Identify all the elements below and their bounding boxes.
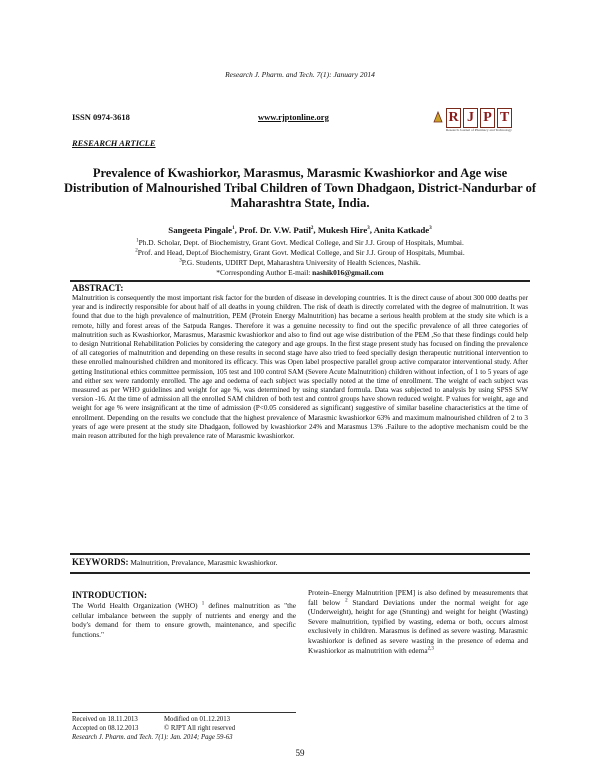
author-name: Anita Katkade [373, 225, 430, 235]
citation-sup: 2,3 [427, 646, 434, 652]
affiliation-sup: 2 [135, 248, 138, 254]
corresponding-author [60, 268, 540, 277]
issn: ISSN 0974-3618 [72, 112, 130, 122]
intro-right-text-a: Protein–Energy Malnutrition [PEM] is also defined by measurements that fall below [308, 588, 528, 607]
author-list: Sangeeta Pingale$^1$, Prof. Dr. V.W. Patil$^2$, Mukesh Hire$^3$, Anita Katkade$^3$ [168, 225, 432, 235]
article-type: RESEARCH ARTICLE [72, 138, 156, 148]
logo-letter-t: T [497, 108, 512, 128]
affiliation [60, 258, 540, 267]
citation-sup: 1 [201, 601, 205, 607]
affiliation [60, 238, 540, 247]
logo-subtitle: Research Journal of Pharmacy and Technology [446, 128, 512, 132]
logo-letter-p: P [480, 108, 495, 128]
received-date: Received on 18.11.2013 [72, 716, 138, 723]
author-name: Sangeeta Pingale [168, 225, 233, 235]
author-name: Mukesh Hire [317, 225, 368, 235]
logo-letter-r: R [446, 108, 461, 128]
footer-citation: Research J. Pharm. and Tech. 7(1): Jan. 2014; Page 59-63 [72, 734, 233, 741]
introduction-right-column [308, 588, 528, 655]
logo-letter-j: J [463, 108, 478, 128]
keywords-text: Malnutrition, Prevalance, Marasmic kwashiorkor. [128, 558, 278, 567]
intro-left-text-b: defines malnutrition as "the cellular imbalance between the supply of nutrients and energy and the body's demand for them to ensure growth, maintenance, and specific functions." [72, 601, 296, 639]
keywords [72, 557, 528, 567]
modified-date: Modified on 01.12.2013 [164, 716, 231, 723]
journal-header: Research J. Pharm. and Tech. 7(1): January 2014 [225, 70, 375, 79]
keywords-label: KEYWORDS: [72, 557, 129, 567]
author-sup: 3 [367, 226, 370, 232]
affiliation-sup: 1 [136, 238, 139, 244]
article-title: Prevalence of Kwashiorkor, Marasmus, Marasmic Kwashiorkor and Age wise Distribution of Malnourished Tribal Children of Town Dhadgaon, District-Nandurbar of Maharashtra State, India. [63, 166, 537, 210]
affiliation-text: P.G. Students, UDIRT Dept, Maharashtra University of Health Sciences, Nashik. [181, 258, 421, 267]
footer-dates-row-1 [72, 716, 230, 724]
introduction-left-column [72, 601, 296, 639]
abstract-top-rule [70, 280, 530, 282]
abstract-text: Malnutrition is consequently the most important risk factor for the burden of disease in developing countries. It is the direct cause of about 300 000 deaths per year and is indirectly responsible for about half of all deaths in young children. The risk of death is directly correlated with the degree of malnutrition. It was found that due to the high prevalence of malnutrition, PEM (Protein Energy Malnutrition) has became a serious health problem at the study site which is a remote, hilly and forest areas of the Satpuda Ranges. Therefore it was a genuine necessity to find out the specific prevalence of all three categories of malnutrition such as Kwashiorkor, Marasmus, Marasmic kwashiorkor and also to find out age wise distribution of the PEM ,So that these findings could help to design Nutritional Rehabilitation Policies by considering the category and age groups. In the first stage present study has focused on finding the prevalence of all categories of malnutrition and depending on these results in second stage have also tried to feed specially design therapeutic nutritional intervention to these enrolled malnourished children and monitored its efficacy. This was Open label prospective parallel group active comparator interventional study. After getting Institutional ethics committee permission, 105 test and 100 control SAM (Severe Acute Malnutrition) children without infection, of 1 to 5 years of age and either sex were randomly enrolled. The age and oedema of each subject was specially noted at the time of enrollment. The weight of each subject was measured as per WHO guidelines and weight for age %, was determined by using standard formula. Data was subjected to analysis by using SPSS S/W version -16. At the time of admission all the enrolled SAM children of both test and control groups have shown reduced weight. P values for weight, age and weight for age % were insignificant at the time of admission (P<0.05 considered as significant) suggestive of similar baseline characteristics at the time of enrollment. Depending on the results we conclude that the highest prevalence of Marasmic kwashiorkor 63% and maximum malnourished children of 2 to 3 years of age were present at the study site Dhadgaon, followed by kwashiorkor 24% and Marasmus 13% .Failure to the adoptive mechanism could be the main reason attributed for the high prevalence rate of Marasmic kwashiorkor. [72, 294, 528, 441]
footer-rule [72, 712, 296, 713]
author-sup: 3 [429, 226, 432, 232]
rjpt-logo [432, 106, 518, 134]
page-number: 59 [295, 748, 305, 758]
corresponding-email[interactable]: nashik016@gmail.com [312, 268, 384, 277]
author-sup: 2 [310, 226, 314, 232]
intro-left-text-a: The World Health Organization (WHO) [72, 601, 202, 610]
affiliation-text: Ph.D. Scholar, Dept. of Biochemistry, Grant Govt. Medical College, and Sir J.J. Group of Hospitals, Mumbai. [138, 238, 464, 247]
website-link[interactable]: www.rjptonline.org [258, 112, 329, 122]
logo-mark-icon [432, 110, 444, 124]
affiliation-sup: 3 [179, 258, 182, 264]
accepted-date: Accepted on 08.12.2013 [72, 725, 139, 732]
introduction-heading: INTRODUCTION: [72, 590, 148, 600]
affiliation [60, 248, 540, 257]
copyright: © RJPT All right reserved [164, 725, 236, 732]
author-name: Prof. Dr. V.W. Patil [238, 225, 311, 235]
citation-sup: 2 [345, 598, 348, 604]
affiliation-text: Prof. and Head, Dept.of Biochemistry, Grant Govt. Medical College, and Sir J.J. Group of Hospitals, Mumbai. [137, 248, 465, 257]
author-sup: 1 [232, 226, 235, 232]
footer-dates-row-2 [72, 725, 235, 733]
abstract-heading: ABSTRACT: [72, 283, 124, 293]
keywords-bottom-rule [70, 572, 530, 574]
keywords-top-rule [70, 553, 530, 555]
corresponding-label: *Corresponding Author E-mail: [216, 268, 313, 277]
intro-right-text-b: Standard Deviations under the normal weight for age (Underweight), height for age (Stunting) and weight for height (Wasting) Severe malnutrition, typified by wasting, edema or both, occurs almost exclusively in children. Marasmus is defined as severe wasting. Marasmic kwashiorkor is defined as severe wasting in the presence of edema and Kwashiorkor as malnutrition with edema [308, 597, 528, 655]
